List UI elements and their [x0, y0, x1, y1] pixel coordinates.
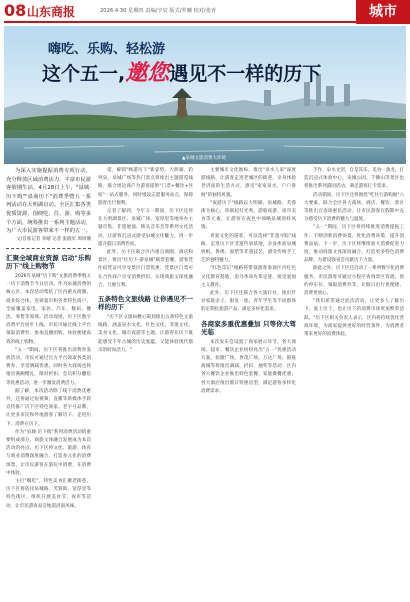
body-paragraph: "五一"期间，历下区将推出消费券发放活动，市民可通过官方平台领取各类消费券，享受满减优惠。同时各大商场也将推出满额赠礼、限时折扣、会员积分翻倍等优惠活动，进一步激发消费活力。	[6, 347, 91, 386]
section-tag: 城市	[356, 0, 410, 24]
body-paragraph: "红色印记"线路将带领游客参观区内红色文化教育基地，追寻革命先辈足迹，接受爱国主义教育。	[201, 266, 296, 288]
hero-photo	[4, 26, 406, 164]
subheading-2: 五条特色文旅线路 让你遇见不一样的历下	[98, 295, 193, 312]
body-paragraph: 此外，历下区联合区内重点商圈、酒店和景区，推出"住历下·游泉城"联票套餐，游客凭住宿凭证可享受景区门票优惠；凭景区门票可在合作商户享受消费折扣，实现商旅文深度融合、互惠互利。	[98, 250, 193, 288]
headline-kicker: 嗨吃、乐购、轻松游	[48, 42, 166, 57]
body-paragraph: 喜爱文化的游客，可以选择"非遗寻踪"线路，走进历下区非遗传承基地，亲身体验泉城剪纸、鲁绣、面塑等非遗技艺，感受传统手工艺的独特魅力。	[201, 233, 296, 264]
subheading-1: 汇聚全域商业资源 启动"乐购历下"线上购物节	[6, 253, 91, 270]
body-paragraph: 据了解，本次活动除了线下消费优惠外，还将通过短视频、直播等新媒体手段宣传推广历下区特色商家、老字号品牌，让更多市民和外地游客了解历下、走进历下、消费在历下。	[6, 388, 91, 427]
body-paragraph: 主要城市文化地标，推出"泉水人家"深度游线路，让游客走进老城区的街巷，亲身体验老济南的生活方式，感受"家家泉水，户户垂杨"的独特风貌。	[201, 168, 296, 198]
paper-name: 山东商报	[27, 5, 76, 19]
body-paragraph: 活动期间，历下区还将围绕"吃住行游购娱"六大要素，联合全区各大商场、酒店、餐饮、景区等推出百余项惠民活动，让市民游客在假期中充分感受历下消费的魅力与温度。	[304, 192, 404, 223]
body-paragraph: "历下区文旅局精心策划推出五条特色文旅线路，涵盖泉水文化、红色文化、非遗文化、美食文化、城市夜游等主题，让游客在历下既能感受千年古城的历史底蕴，又能体验现代都市的时尚活力。"	[98, 315, 193, 353]
body-paragraph: 本次发布会设置了商家展示环节，各大商场、超市、餐饮企业纷纷亮出"五一"优惠活动方案。恒隆广场、世茂广场、万达广场、银座商城等将推出满减、折扣、抽奖等活动；区内各大餐饮企业推出特色套餐、家庭聚餐优惠；各大酒店推出假日特惠房型，满足游客多样化消费需求。	[201, 339, 296, 394]
body-paragraph: 主打"嗨吃"，特色美食汇聚老街巷。历下区将依托泉城路、芙蓉街、宽厚里等特色街区，组织开展美食节、夜市等活动，让市民游客品尝地道济南风味。	[6, 479, 91, 509]
body-paragraph: "我们希望通过此次活动，让更多人了解历下、爱上历下，也让历下的消费市场更加繁荣活跃。"历下区相关负责人表示，区内将持续优化营商环境，为商家提供更好的经营条件，为消费者带来更好的消费体验。	[304, 299, 404, 338]
column-3	[201, 167, 296, 396]
headline	[42, 56, 321, 87]
headline-highlight: 邀您	[125, 61, 170, 86]
headline-part-2: 遇见不一样的历下	[169, 63, 322, 85]
divider	[6, 248, 91, 249]
body-paragraph: 除此之外，历下区还启动了一系列数字化消费服务，市民游客可通过小程序查询景区客流、预约停车位、领取消费券等，让假日出行更便捷、消费更放心。	[304, 266, 404, 297]
body-paragraph: 记者了解到，今年五一期间，历下区还将在大明湖景区、泉城广场、宽厚里等地举办主题市集、非遗展演、街头音乐会等系列文化活动，让游客沉浸式感受泉城文化魅力，进一步提升假日消费热度。	[98, 209, 193, 247]
lead-paragraph: 为深入实施提振消费专项行动，充分释放区域消费活力，丰富市民游客假期生活，4月28日上午，"泉城·历下购""泉商历下"消费季暨五一系列活动在大明湖启动。全区汇集各类优质资源，围绕吃、住、游、购等多个方面，统筹推出一系列主题活动，为广大市民游客带来不一样的五一。	[6, 168, 91, 235]
issue-info: 2026.4.30 星期四 责编/辛辰 版式/罗曦 校对/张青	[100, 8, 217, 14]
headline-part-1: 这个五一,	[42, 63, 126, 85]
body-paragraph: 延，解锁"畅游历下"新姿势。大明湖、趵突泉、泉城广场等热门景点将推出主题游览线路，联合周边商户为游客提供"门票+餐饮+住宿"一站式服务，同时增设志愿服务站点，保障游客出行便利。	[98, 168, 193, 206]
body-paragraph: 手作、泉水文创，自是其乐，美食一条龙，打造沉浸式体验中心。泉城公园、千佛山等景区也将推出系列游园活动，满足游客打卡需求。	[304, 168, 404, 190]
photo-caption: ▲泉城文旅消费大环境	[182, 156, 226, 161]
column-1	[6, 167, 91, 511]
column-2	[98, 167, 193, 355]
body-paragraph: 2026年泉城"历下购"文旅消费季暨五一历下消费节今日启动。作为泉城消费的核心区，本次活动集结了区内重点商圈、商业综合体、连锁超市和各类特色商户，全面覆盖家电、家居、汽车、数码、餐饮、零售等领域。活动现场，历下区数字消费平台同步上线，市民可通过线上平台领取消费券、参加直播团购，体验便捷高效的线上购物。	[6, 273, 91, 345]
byline: 文/首席记者 李晴 记者 张晓军 周珂珊	[16, 236, 91, 242]
page-number: 08	[4, 1, 27, 20]
body-paragraph: 作为"泉城·历下购"系列消费活动的重要组成部分，商旅文体融合发展成为本次活动的亮点。历下区将文化、旅游、体育与商业消费深度融合，打造多元化的消费场景，让市民游客在游玩中消费，在消费中体验。	[6, 429, 91, 476]
body-paragraph: 此外，历下区还联合各大旅行社，推出针对家庭亲子、银发一族、青年学生等不同群体的定制化旅游产品，满足多样化需求。	[201, 291, 296, 313]
body-paragraph: "五一"期间，历下区将持续推进消费提振工作，不断创新消费场景，优化消费环境，提升消费品质。下一步，历下区将继续加大消费促进力度，推动商旅文体深度融合，打造更多特色消费品牌，为建设强省会贡献历下力量。	[304, 225, 404, 264]
column-4	[304, 167, 404, 339]
masthead-rule	[4, 21, 356, 23]
body-paragraph: "夜游历下"线路以大明湖、泉城路、芙蓉街为核心，串联起灯光秀、游船夜游、夜市美食等元素，让游客在夜色中领略泉城别样风情。	[201, 200, 296, 231]
subheading-3: 各商家多重优惠叠加 只等你大驾光临	[201, 319, 296, 336]
masthead	[0, 0, 410, 22]
